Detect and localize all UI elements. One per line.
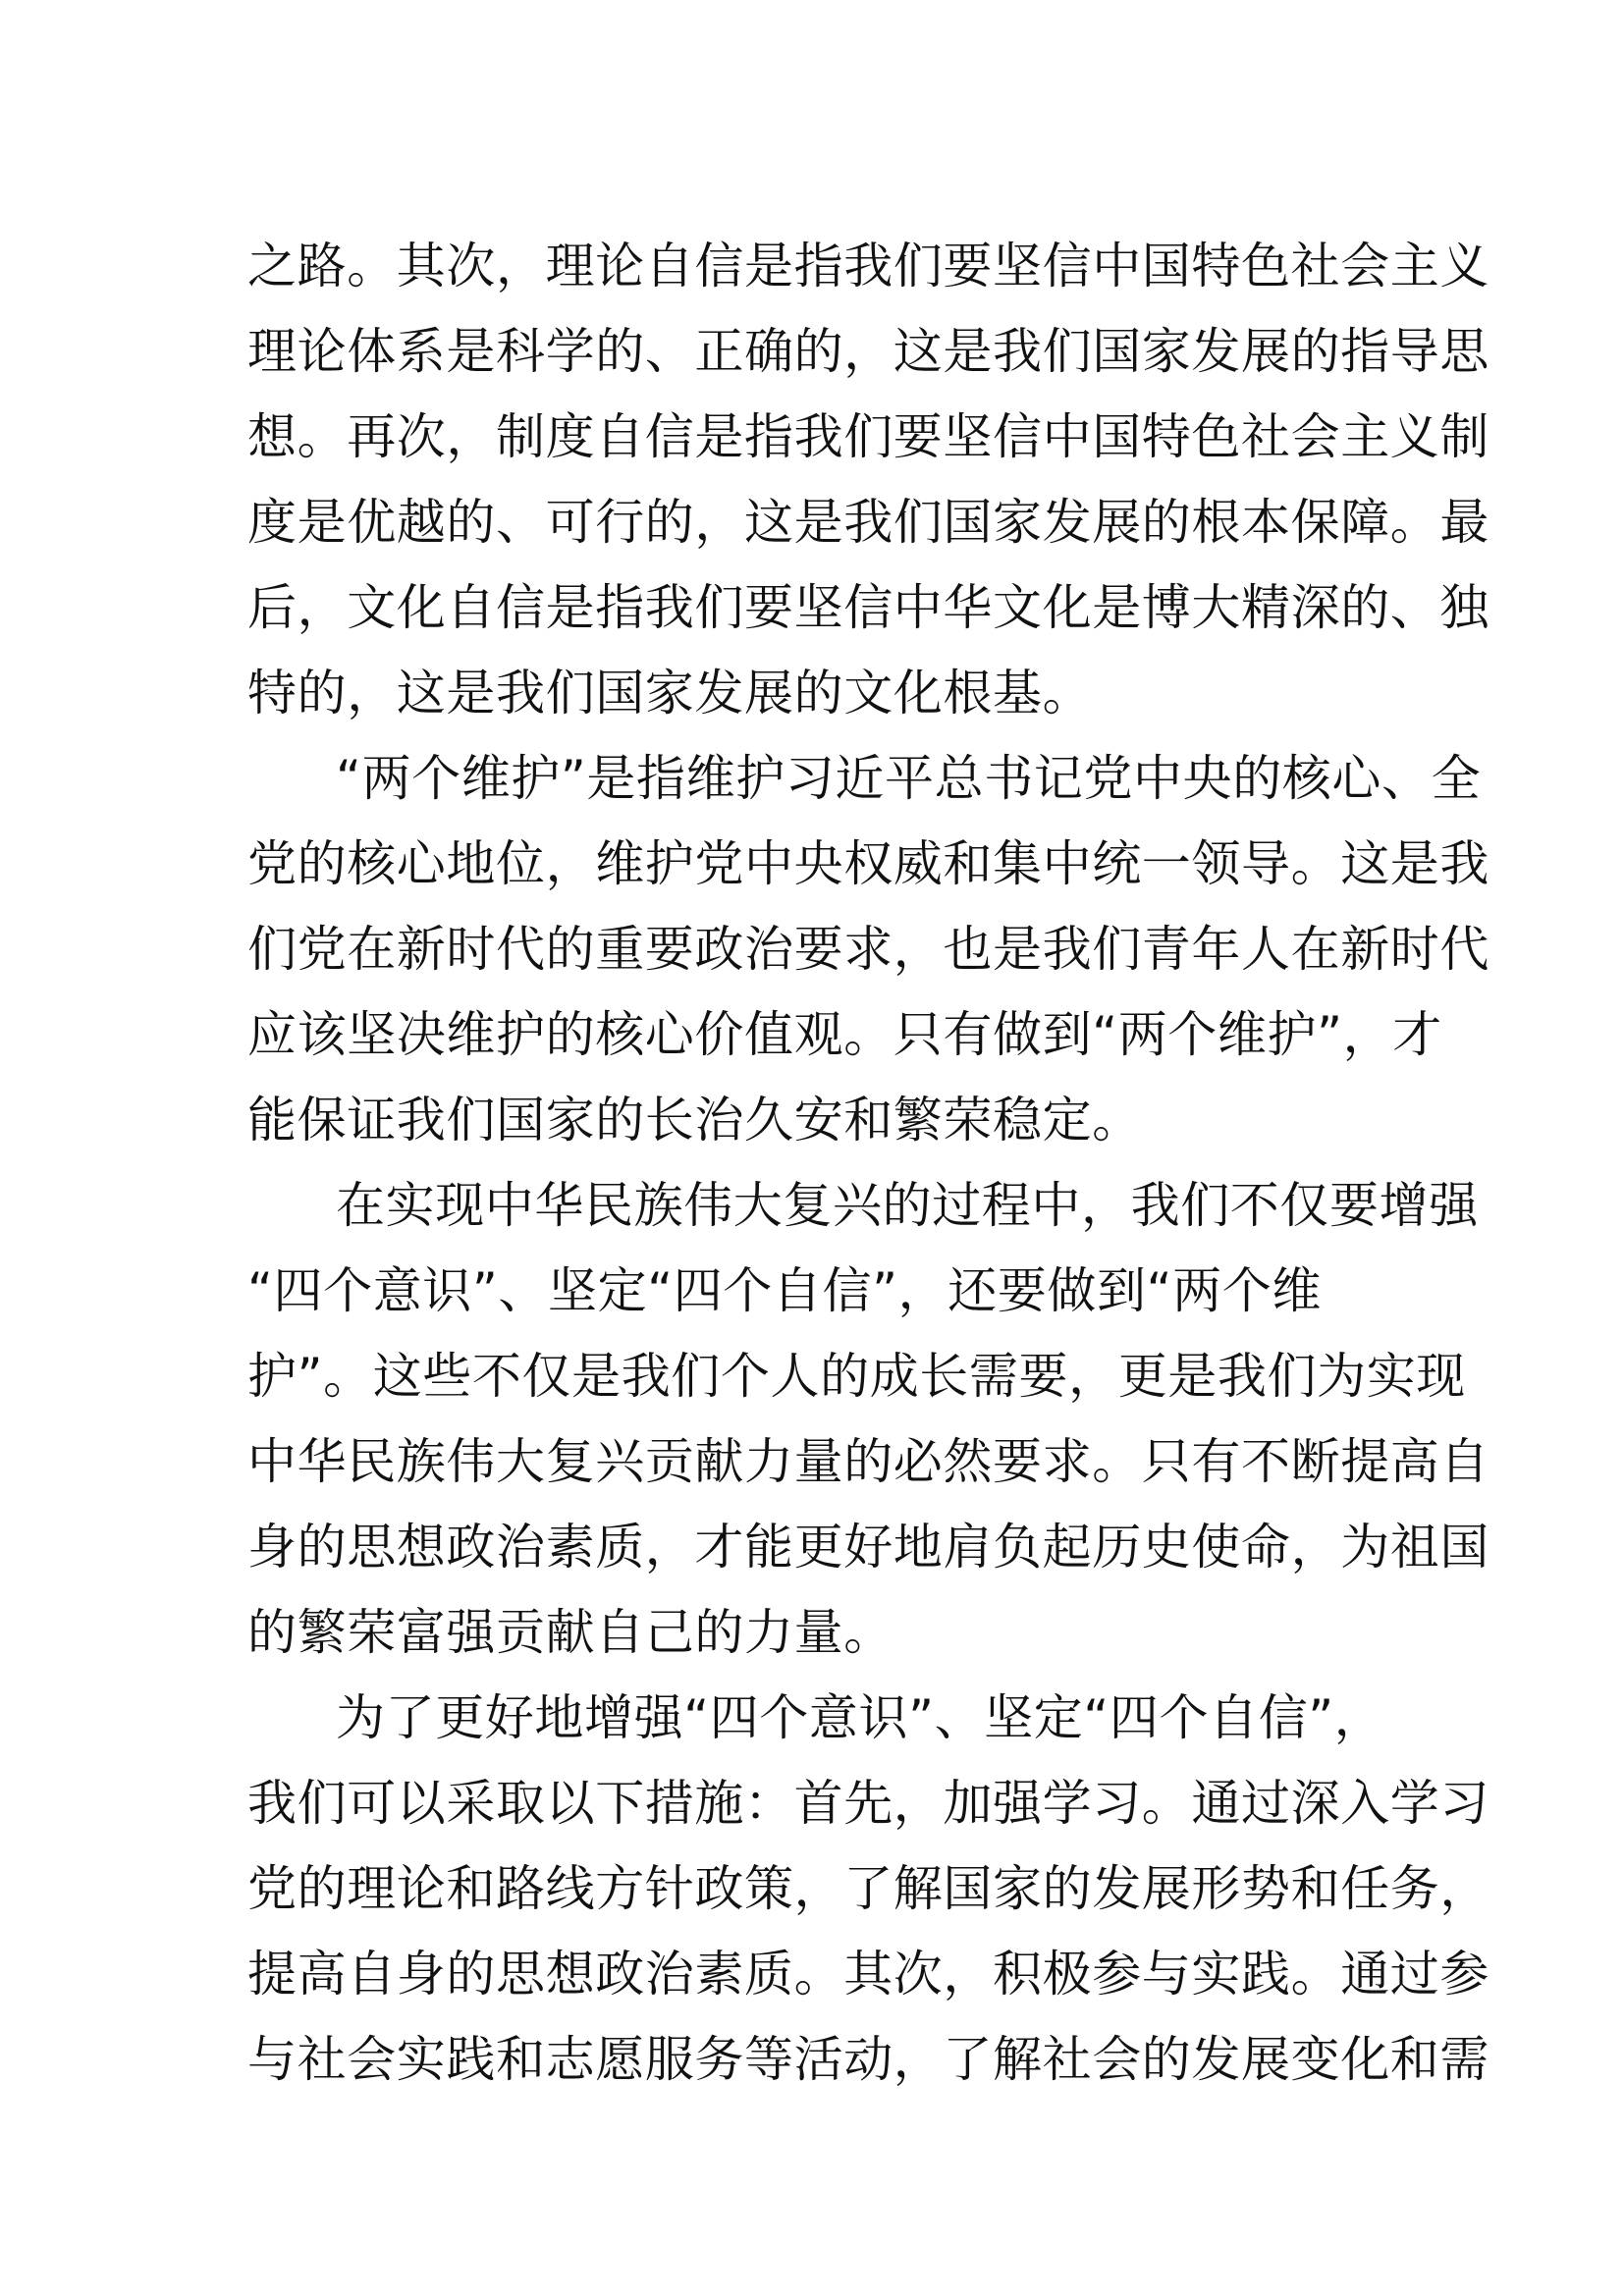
paragraph-start-line: 为了更好地增强“四个意识”、坚定“四个自信”， bbox=[336, 1689, 1384, 1746]
text-line: 们党在新时代的重要政治要求，也是我们青年人在新时代 bbox=[247, 921, 1489, 978]
text-line: 想。再次，制度自信是指我们要坚信中国特色社会主义制 bbox=[247, 408, 1489, 465]
document-body bbox=[247, 224, 1489, 2103]
text-line: 度是优越的、可行的，这是我们国家发展的根本保障。最 bbox=[247, 494, 1489, 551]
text-line: 提高自身的思想政治素质。其次，积极参与实践。通过参 bbox=[247, 1946, 1489, 2002]
text-line: “四个意识”、坚定“四个自信”，还要做到“两个维 bbox=[247, 1262, 1322, 1319]
text-line: 与社会实践和志愿服务等活动，了解社会的发展变化和需 bbox=[247, 2031, 1489, 2088]
text-line: 党的理论和路线方针政策，了解国家的发展形势和任务， bbox=[247, 1860, 1489, 1917]
text-line: 应该坚决维护的核心价值观。只有做到“两个维护”，才 bbox=[247, 1006, 1442, 1063]
text-line: 的繁荣富强贡献自己的力量。 bbox=[247, 1604, 893, 1661]
text-line: 能保证我们国家的长治久安和繁荣稳定。 bbox=[247, 1092, 1142, 1148]
text-line: 我们可以采取以下措施：首先，加强学习。通过深入学习 bbox=[247, 1775, 1489, 1832]
text-line: 中华民族伟大复兴贡献力量的必然要求。只有不断提高自 bbox=[247, 1433, 1489, 1490]
text-line: 之路。其次，理论自信是指我们要坚信中国特色社会主义 bbox=[247, 238, 1489, 294]
paragraph-start-line: “两个维护”是指维护习近平总书记党中央的核心、全 bbox=[336, 750, 1482, 807]
text-line: 护”。这些不仅是我们个人的成长需要，更是我们为实现 bbox=[247, 1348, 1466, 1405]
paragraph-start-line: 在实现中华民族伟大复兴的过程中，我们不仅要增强 bbox=[336, 1177, 1479, 1234]
text-line: 党的核心地位，维护党中央权威和集中统一领导。这是我 bbox=[247, 835, 1489, 892]
text-line: 后，文化自信是指我们要坚信中华文化是博大精深的、独 bbox=[247, 579, 1489, 636]
text-line: 理论体系是科学的、正确的，这是我们国家发展的指导思 bbox=[247, 323, 1489, 380]
text-line: 特的，这是我们国家发展的文化根基。 bbox=[247, 665, 1093, 721]
text-line: 身的思想政治素质，才能更好地肩负起历史使命，为祖国 bbox=[247, 1519, 1489, 1575]
